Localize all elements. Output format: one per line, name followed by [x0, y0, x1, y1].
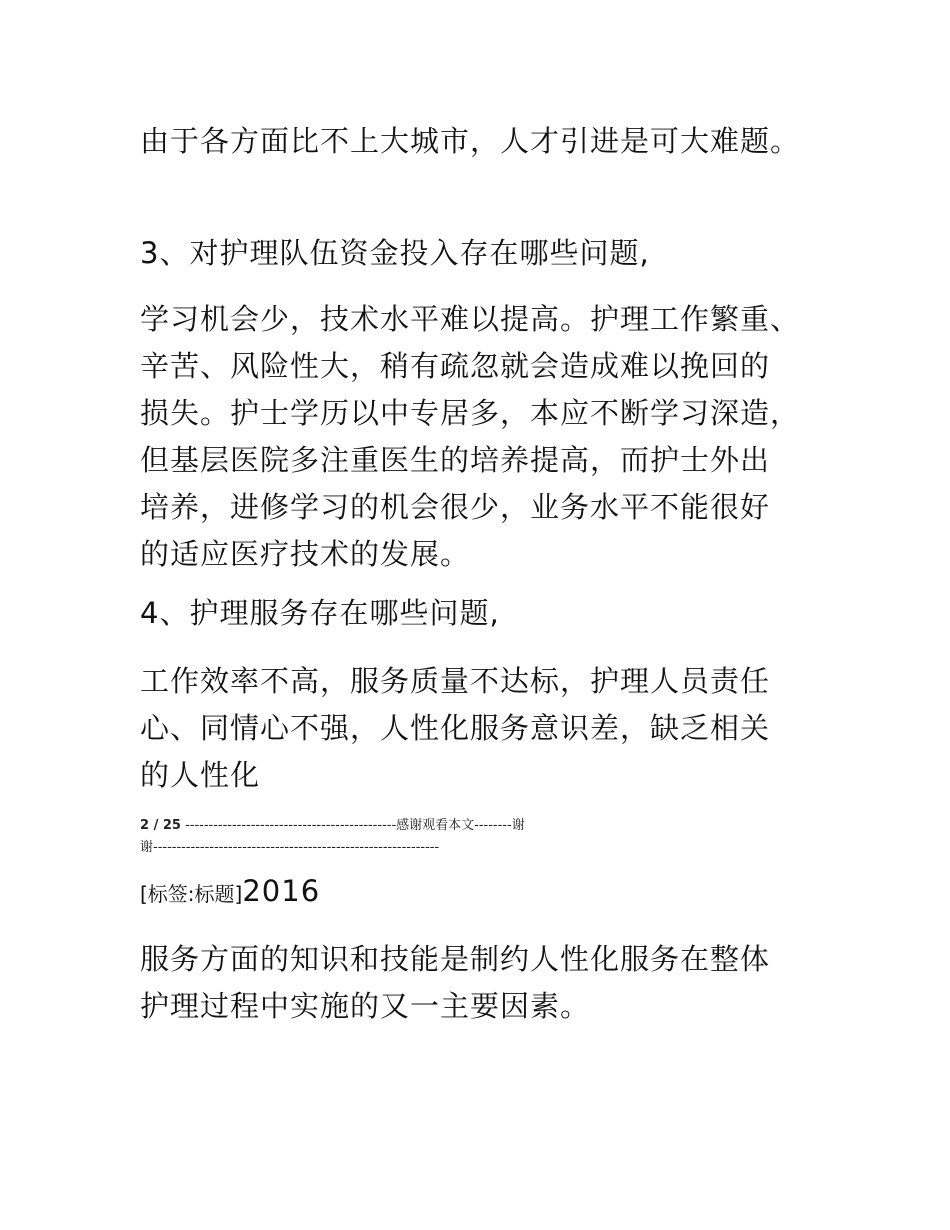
text-line: 护理过程中实施的又一主要因素。 — [140, 989, 591, 1023]
text-line: 的适应医疗技术的发展。 — [140, 537, 471, 571]
text-line: 培养，进修学习的机会很少，业务水平不能很好 — [140, 490, 771, 524]
text-line: 由于各方面比不上大城市，人才引进是可大难题。 — [140, 124, 801, 158]
footer-line: 谢------------------------------------------------------------- — [140, 840, 440, 855]
text-line: 心、同情心不强，人性化服务意识差，缺乏相关 — [140, 711, 771, 745]
page-footer — [140, 815, 840, 859]
tag-line — [140, 874, 320, 908]
text-line: 4、护理服务存在哪些问题, — [140, 596, 500, 630]
tag-year: 2016 — [242, 874, 321, 908]
text-line: 但基层医院多注重医生的培养提高，而护士外出 — [140, 443, 771, 477]
text-line: 学习机会少，技术水平难以提高。护理工作繁重、 — [140, 302, 801, 336]
paragraph-talent — [140, 118, 840, 165]
footer-thanks: ---------------------------------------------感谢观看本文--------谢 — [180, 818, 525, 833]
paragraph-training — [140, 296, 840, 578]
text-line: 损失。护士学历以中专居多，本应不断学习深造， — [140, 396, 801, 430]
paragraph-service — [140, 658, 840, 799]
text-line: 服务方面的知识和技能是制约人性化服务在整体 — [140, 942, 771, 976]
page-number: 2 / 25 — [140, 818, 181, 833]
tag-label: [标签:标题] — [140, 882, 243, 906]
text-line: 3、对护理队伍资金投入存在哪些问题, — [140, 236, 650, 270]
heading-question-3 — [140, 230, 840, 277]
text-line: 辛苦、风险性大，稍有疏忽就会造成难以挽回的 — [140, 349, 771, 383]
text-line: 工作效率不高，服务质量不达标，护理人员责任 — [140, 664, 771, 698]
paragraph-knowledge — [140, 936, 840, 1030]
text-line: 的人性化 — [140, 758, 261, 792]
heading-question-4 — [140, 590, 840, 637]
footer-line — [140, 815, 840, 837]
